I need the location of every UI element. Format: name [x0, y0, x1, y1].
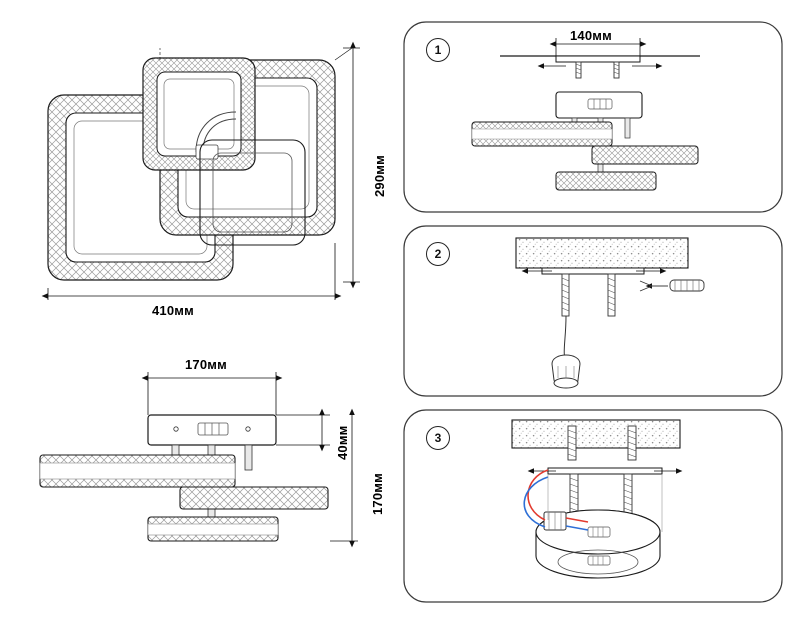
step-3-number: 3 [426, 426, 450, 450]
front-view-lamp [48, 58, 335, 280]
step-1-artwork [472, 38, 700, 190]
front-view-width-label: 410мм [152, 303, 194, 318]
step-2-artwork [516, 238, 704, 388]
step-3-artwork [512, 420, 680, 578]
side-view-lamp [40, 415, 328, 541]
step-2-number: 2 [426, 242, 450, 266]
front-view-height-label: 290мм [372, 155, 387, 197]
side-view-total-height-label: 170мм [370, 473, 385, 515]
step-1-bracket-width-label: 140мм [570, 28, 612, 43]
side-view-plate-height-label: 40мм [335, 425, 350, 460]
step-1-number: 1 [426, 38, 450, 62]
side-view-width-label: 170мм [185, 357, 227, 372]
